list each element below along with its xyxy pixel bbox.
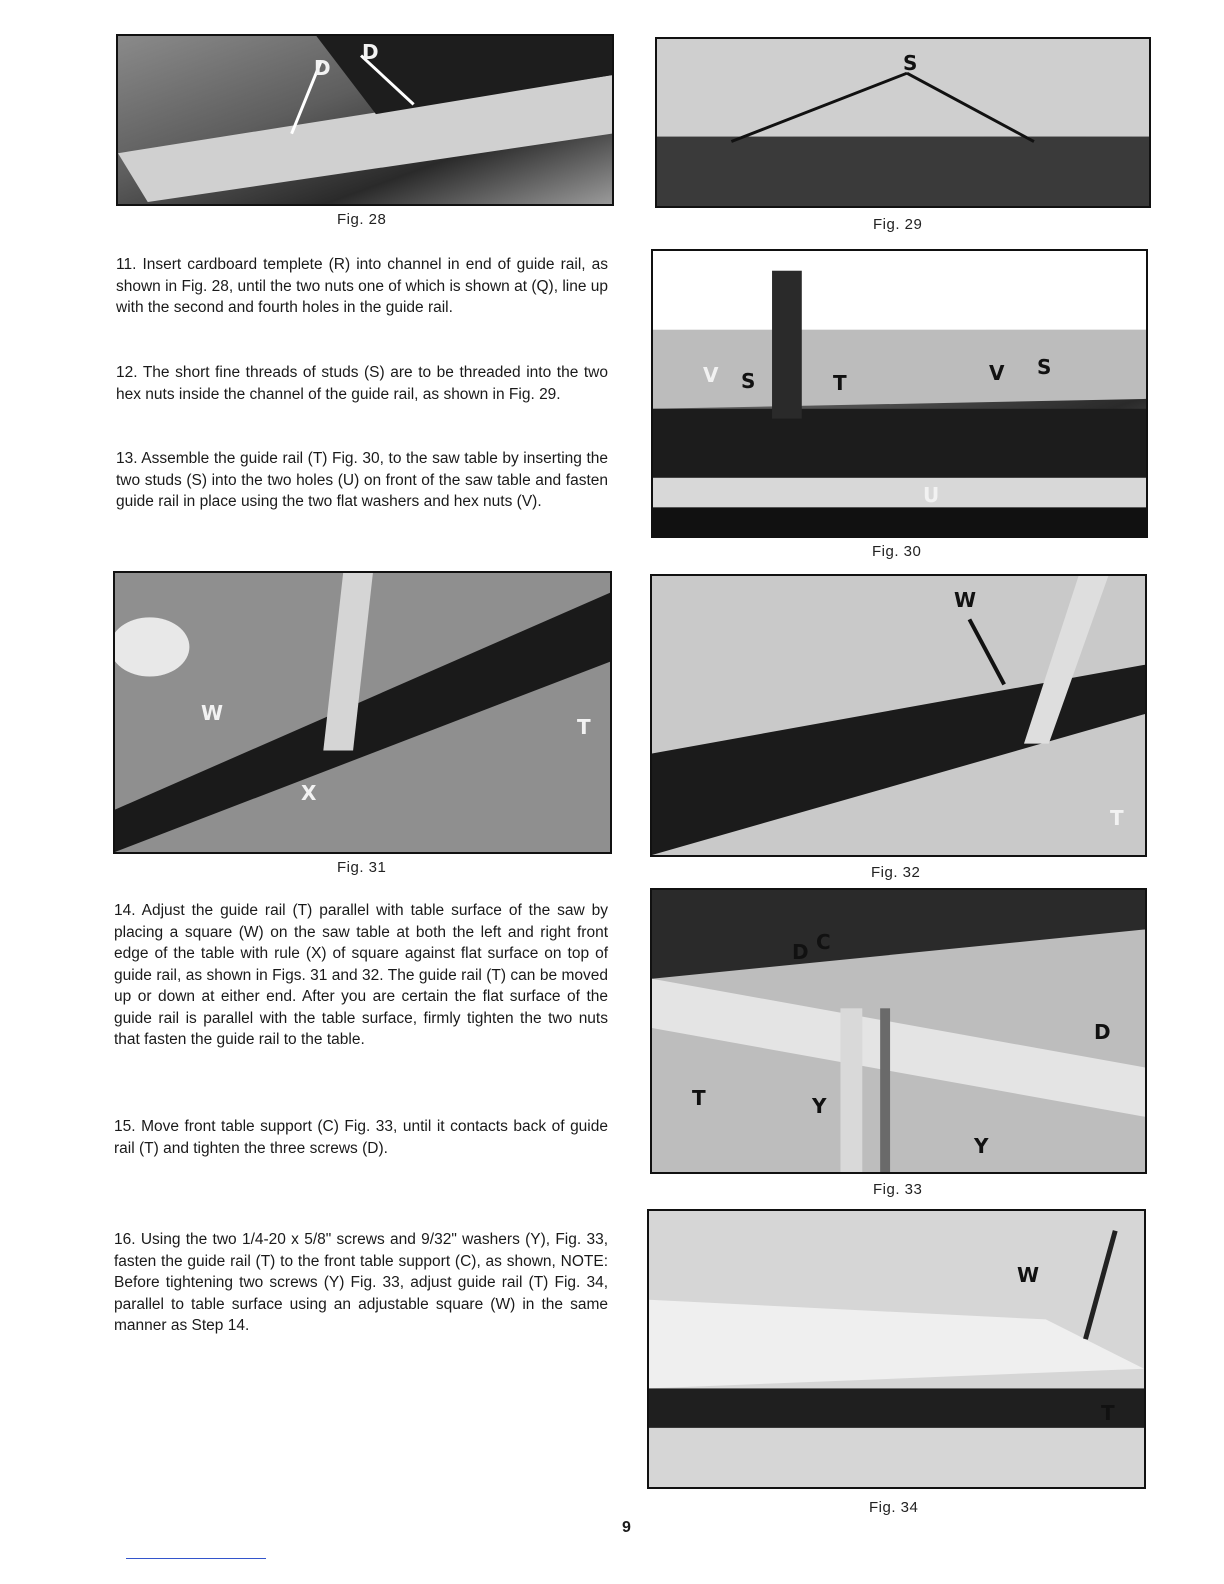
figure-34-photo — [647, 1209, 1146, 1489]
callout-t: T — [577, 715, 591, 739]
callout-w: W — [1017, 1263, 1040, 1287]
callout-t: T — [692, 1086, 706, 1110]
figure-33-photo — [650, 888, 1147, 1174]
figure-29-photo — [655, 37, 1151, 208]
step-16: 16. Using the two 1/4-20 x 5/8" screws and 9/32" washers (Y), Fig. 33, fasten the guide rail (T) to the front table support (C), as shown, NOTE: Before tightening two screws (Y) Fig. 33, adjust guide rail (T) Fig. 34, parallel to table surface using an adjustable square (W) in the same manner as Step 14. — [114, 1231, 608, 1334]
figure-32-caption: Fig. 32 — [871, 864, 921, 881]
figure-32-illustration — [652, 576, 1145, 855]
page-number: 9 — [622, 1519, 631, 1536]
callout-y-1: Y — [812, 1094, 827, 1118]
figure-30-caption: Fig. 30 — [872, 543, 922, 560]
figure-31-illustration — [115, 573, 610, 852]
figure-34-illustration — [649, 1211, 1144, 1487]
figure-30-illustration — [653, 251, 1146, 536]
figure-34-caption: Fig. 34 — [869, 1499, 919, 1516]
callout-u: U — [923, 483, 940, 507]
callout-v-1: V — [703, 363, 719, 387]
figure-33-caption: Fig. 33 — [873, 1181, 923, 1198]
figure-31-caption: Fig. 31 — [337, 859, 387, 876]
step-11: 11. Insert cardboard templete (R) into channel in end of guide rail, as shown in Fig. 28, until the two nuts one of which is shown at (Q), line up with the second and fourth holes in the guide rail. — [116, 256, 608, 316]
callout-c: C — [816, 930, 831, 954]
callout-v-2: V — [989, 361, 1005, 385]
callout-t: T — [833, 371, 847, 395]
step-15: 15. Move front table support (C) Fig. 33, until it contacts back of guide rail (T) and tighten the three screws (D). — [114, 1118, 608, 1157]
callout-s-2: S — [1037, 355, 1052, 379]
callout-d-2: D — [362, 40, 379, 64]
callout-t: T — [1101, 1401, 1115, 1425]
figure-33-illustration — [652, 890, 1145, 1172]
callout-d-2: D — [1094, 1020, 1111, 1044]
callout-y-2: Y — [974, 1134, 989, 1158]
figure-31-photo — [113, 571, 612, 854]
callout-w: W — [954, 588, 977, 612]
callout-s-1: S — [741, 369, 756, 393]
step-14: 14. Adjust the guide rail (T) parallel with table surface of the saw by placing a square (W) on the saw table at both the left and right front edge of the table with rule (X) of square against flat surface on top of guide rail, as shown in Figs. 31 and 32. The guide rail (T) can be moved up or down at either end. After you are certain the flat surface of the guide rail is parallel with the table surface, firmly tighten the two nuts that fasten the guide rail to the table. — [114, 902, 608, 1048]
callout-d-1: D — [314, 56, 331, 80]
callout-s: S — [903, 51, 918, 75]
figure-28-photo — [116, 34, 614, 206]
callout-x: X — [301, 781, 317, 805]
callout-w: W — [201, 701, 224, 725]
callout-d-1: D — [792, 940, 809, 964]
step-13: 13. Assemble the guide rail (T) Fig. 30, to the saw table by inserting the two studs (S) into the two holes (U) on front of the saw table and fasten guide rail in place using the two flat washers and hex nuts (V). — [116, 450, 608, 510]
footer-rule — [126, 1558, 266, 1559]
figure-32-photo — [650, 574, 1147, 857]
figure-29-caption: Fig. 29 — [873, 216, 923, 233]
figure-30-photo — [651, 249, 1148, 538]
figure-28-caption: Fig. 28 — [337, 211, 387, 228]
callout-t: T — [1110, 806, 1124, 830]
step-12: 12. The short fine threads of studs (S) are to be threaded into the two hex nuts inside the channel of the guide rail, as shown in Fig. 29. — [116, 364, 608, 403]
